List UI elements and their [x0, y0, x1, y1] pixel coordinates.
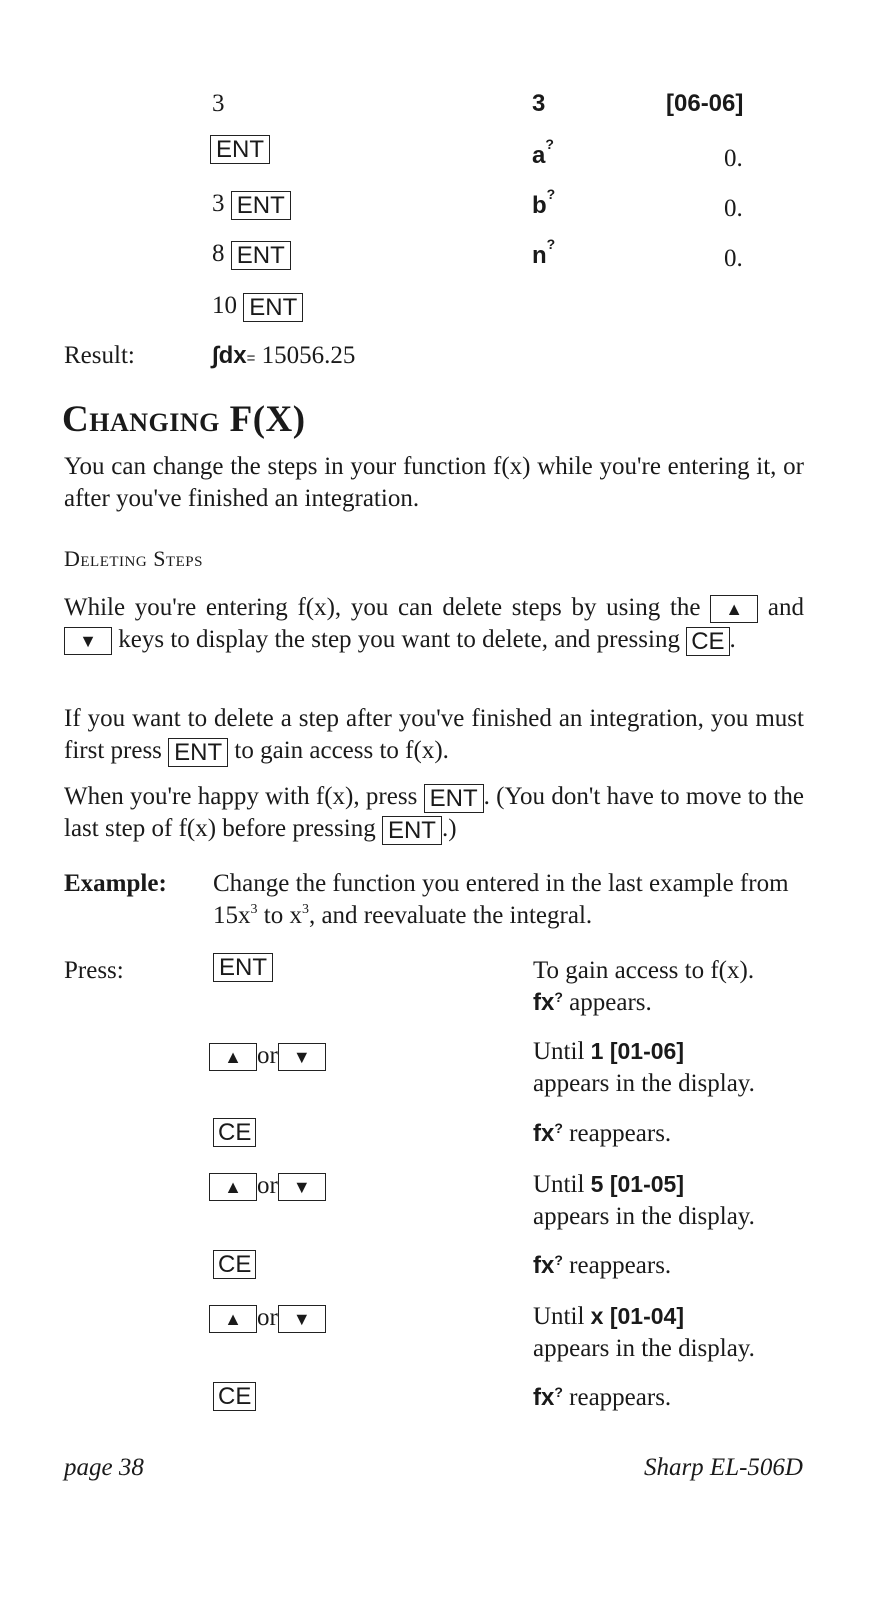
text: and [767, 594, 805, 621]
text: Until [533, 1038, 585, 1065]
text: appears. [569, 989, 652, 1016]
down-arrow-key[interactable] [278, 1173, 326, 1201]
text: appears in the display. [533, 1335, 755, 1362]
text: . (You don't have to move to the last step of f(x) before pressing [64, 783, 805, 842]
up-arrow-icon: ▲ [725, 599, 744, 620]
text: , and reevaluate the integral. [308, 902, 593, 929]
question-mark: ? [545, 136, 554, 152]
example-label: Example: [64, 870, 167, 897]
paragraph-delete-steps [64, 592, 804, 656]
text: or [257, 1042, 278, 1069]
fx-label: fx [533, 989, 555, 1016]
model-name: Sharp EL-506D [643, 1454, 803, 1481]
display-readout: 5 [01-05] [590, 1171, 684, 1197]
fx-label: fx [533, 1384, 555, 1411]
text: .) [441, 815, 457, 842]
display-readout: 1 [01-06] [590, 1038, 684, 1064]
ent-key[interactable]: ENT [424, 784, 484, 813]
input-value: 8 [212, 240, 225, 267]
down-arrow-key[interactable] [64, 627, 112, 655]
down-arrow-icon: ▼ [79, 631, 97, 652]
text: to x [257, 902, 302, 929]
ent-key[interactable]: ENT [243, 293, 303, 322]
up-arrow-icon: ▲ [224, 1047, 242, 1068]
page-number: page 38 [64, 1454, 144, 1481]
up-arrow-key[interactable] [710, 595, 758, 623]
up-arrow-icon: ▲ [224, 1309, 242, 1330]
text: or [257, 1172, 278, 1199]
step-desc [533, 955, 754, 1019]
result-value: 15056.25 [261, 342, 356, 369]
result-equals: = [246, 350, 256, 367]
text: If you want to delete a step after you've finished an integration, you must first press [64, 705, 804, 764]
text: to gain access to f(x). [234, 737, 449, 764]
ce-key[interactable]: CE [686, 627, 729, 656]
prompt-value: 0. [724, 245, 743, 272]
prompt-n: n [532, 242, 547, 269]
up-arrow-key[interactable] [209, 1305, 257, 1333]
arrow-keys [209, 1040, 326, 1072]
ce-key[interactable]: CE [213, 1382, 256, 1411]
superscript: 3 [250, 902, 258, 917]
text: reappears. [569, 1120, 672, 1147]
question-mark: ? [554, 1384, 563, 1400]
text: Change the function you entered in the last example from 15x [213, 870, 789, 929]
text: reappears. [569, 1384, 672, 1411]
prompt-b: b [532, 192, 547, 219]
press-label: Press: [64, 957, 124, 984]
step-indicator: [06-06] [666, 90, 744, 117]
text: appears in the display. [533, 1203, 755, 1230]
down-arrow-key[interactable] [278, 1043, 326, 1071]
step-desc [533, 1300, 755, 1365]
ce-key[interactable]: CE [213, 1250, 256, 1279]
fx-label: fx [533, 1252, 555, 1279]
text: . [729, 626, 736, 653]
text: Until [533, 1171, 585, 1198]
down-arrow-icon: ▼ [292, 1177, 311, 1198]
input-value: 10 [212, 292, 237, 319]
prompt-value: 0. [724, 145, 743, 172]
display-value: 3 [532, 90, 546, 117]
prompt-value: 0. [724, 195, 743, 222]
text: or [257, 1304, 278, 1331]
ent-key[interactable]: ENT [213, 953, 273, 982]
step-desc [533, 1250, 671, 1282]
arrow-keys [209, 1170, 326, 1202]
input-value: 3 [212, 190, 225, 217]
ce-key[interactable]: CE [213, 1118, 256, 1147]
question-mark: ? [546, 236, 556, 252]
prompt-a: a [532, 142, 546, 169]
result-label: Result: [64, 342, 135, 369]
text: Until [533, 1303, 585, 1330]
display-readout: x [01-04] [590, 1303, 684, 1329]
example-text [213, 868, 805, 932]
down-arrow-key[interactable] [278, 1305, 326, 1333]
ent-key[interactable]: ENT [168, 738, 228, 767]
text: To gain access to f(x). [533, 957, 755, 984]
step-desc [533, 1118, 671, 1150]
text: reappears. [569, 1252, 672, 1279]
section-intro: You can change the steps in your function f(x) while you're entering it, or after you've finished an integration. [64, 453, 804, 512]
text: keys to display the step you want to delete, and pressing [118, 626, 680, 653]
superscript: 3 [301, 902, 309, 917]
ent-key[interactable]: ENT [210, 135, 270, 164]
up-arrow-key[interactable] [209, 1043, 257, 1071]
down-arrow-icon: ▼ [292, 1047, 311, 1068]
up-arrow-icon: ▲ [224, 1177, 242, 1198]
ent-key[interactable]: ENT [382, 816, 442, 845]
ent-key[interactable]: ENT [231, 241, 291, 270]
question-mark: ? [554, 1252, 563, 1268]
step-desc [533, 1168, 755, 1233]
question-mark: ? [554, 1120, 563, 1136]
subsection-title: Deleting Steps [64, 546, 203, 571]
paragraph-happy [64, 781, 804, 845]
step-desc [533, 1382, 671, 1414]
input-value: 3 [212, 90, 225, 117]
ent-key[interactable]: ENT [231, 191, 291, 220]
text: While you're entering f(x), you can delete steps by using the [64, 594, 701, 621]
question-mark: ? [546, 186, 556, 202]
down-arrow-icon: ▼ [292, 1309, 311, 1330]
fx-label: fx [533, 1120, 555, 1147]
question-mark: ? [554, 989, 563, 1005]
integral-symbol: ∫dx [212, 342, 247, 369]
up-arrow-key[interactable] [209, 1173, 257, 1201]
step-desc [533, 1035, 755, 1100]
text: appears in the display. [533, 1070, 755, 1097]
arrow-keys [209, 1302, 326, 1334]
paragraph-after-integration [64, 703, 804, 767]
text: When you're happy with f(x), press [64, 783, 418, 810]
section-title: Changing F(X) [62, 399, 306, 440]
